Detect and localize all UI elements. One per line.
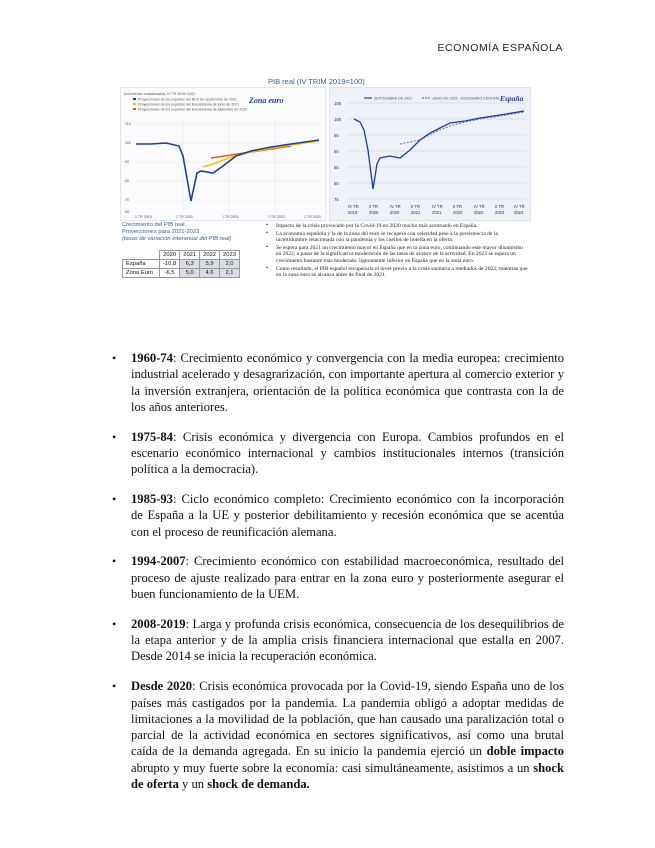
spain-xtick-q: IV TR (390, 204, 401, 209)
list-item (112, 491, 564, 540)
spain-xtick-q: IV TR (474, 204, 485, 209)
spain-chart-svg (330, 88, 530, 220)
spain-x-ticks (348, 204, 525, 215)
period-text: Crecimiento económico con estabilidad macroeconómica, resultado del proceso de ajuste realizado para entrar en la zona euro y posteriormente asegurar el buen funcionamiento de la UEM. (131, 554, 564, 602)
growth-table-subheading: Proyecciones para 2021-2023 (122, 229, 200, 235)
spain-ytick: 95 (334, 133, 339, 138)
spain-ytick: 105 (334, 101, 341, 106)
spain-xtick-y: 2019 (348, 210, 358, 215)
bullet-icon: • (112, 351, 117, 365)
spain-xtick-y: 2021 (411, 210, 421, 215)
growth-table-heading: Crecimiento del PIB real . (122, 222, 188, 228)
spain-y-ticks (334, 101, 342, 202)
growth-row-label: Zona Euro (123, 269, 160, 278)
euro-xtick: 1 TR 2021 (222, 215, 239, 219)
euro-ytick: 80 (125, 179, 129, 183)
euro-chart-subtitle: (volúmenes encadenados, IV TR 2019=100) (124, 92, 195, 96)
euro-xtick: 1 TR 2022 (268, 215, 285, 219)
figure-notes (266, 223, 528, 280)
bullet-icon: • (112, 616, 117, 631)
euro-y-ticks (125, 122, 131, 214)
euro-line-jun2021 (203, 141, 319, 167)
growth-cell: 2,0 (220, 260, 240, 269)
spain-region-label: España (500, 94, 524, 103)
emphasis-supply-shock: shock de oferta (131, 760, 564, 792)
period-text: Crisis económica provocada por la Covid-19, siendo España uno de los países más castigados por la pandemia. La pandemia obligó a adoptar medidas de limitaciones a la movilidad de la población, que han causado una paralización total o parcial de la actividad económica en sectores significativos, así como una brutal caída de la demanda agregada. En su inicio la pandemia ejerció un (131, 679, 564, 759)
legend-swatch-sep2021 (133, 98, 136, 100)
emphasis-double-impact: doble impacto (486, 744, 564, 759)
spain-ytick: 90 (334, 149, 339, 154)
period-sep: : (172, 492, 182, 507)
period-sep: : (172, 429, 183, 444)
growth-table-title (122, 222, 272, 243)
spain-ytick: 75 (334, 197, 339, 202)
spain-xtick-y: 2023 (495, 210, 505, 215)
bullet-icon: • (112, 554, 117, 569)
period-sep: : (185, 554, 194, 569)
table-row (123, 269, 240, 278)
period-sep: : (172, 351, 181, 365)
spain-xtick-y: 2021 (432, 210, 442, 215)
period-text: abrupto y muy fuerte sobre la economía: casi simultáneamente, asistimos a un (131, 760, 534, 775)
list-item (112, 429, 564, 478)
spain-xtick-q: IV TR (348, 204, 359, 209)
growth-cell: 5,0 (180, 269, 200, 278)
spain-legend-jun: JUNIO DE 2021 - ESCENARIO CENTRAL (432, 96, 500, 101)
spain-line-sep2021 (354, 111, 524, 189)
growth-table-header-row (123, 251, 240, 260)
spain-legend-sep: SEPTIEMBRE DE 2021 (374, 96, 413, 101)
euro-xtick: 1 TR 2019 (135, 215, 152, 219)
growth-cell: 2,1 (220, 269, 240, 278)
legend-swatch-jun2021 (133, 103, 136, 105)
legend-dec2020: Proyecciones de los expertos del Eurosistema de diciembre de 2020 (138, 107, 248, 112)
growth-table-year: 2021 (180, 251, 200, 260)
spain-xtick-q: IV TR (514, 204, 525, 209)
period-years: 2008-2019 (131, 616, 186, 631)
list-item (112, 616, 564, 665)
period-text: y un (178, 777, 208, 792)
spain-xtick-y: 2022 (453, 210, 463, 215)
growth-cell: -6,5 (160, 269, 180, 278)
period-years: 1975-84 (131, 429, 173, 444)
spain-xtick-q: II TR (411, 204, 420, 209)
spain-ytick: 80 (334, 181, 339, 186)
list-item (112, 678, 564, 792)
legend-swatch-dec2020 (133, 108, 136, 110)
period-years: 1985-93 (131, 492, 173, 507)
euro-line-sep2021 (136, 140, 319, 201)
period-text: Crecimiento económico y convergencia con la media europea: crecimiento industrial acelerado y desagrarización, con importante apertura al comercio exterior y la inversión extranjera, orientación de la política económica que contrasta con la de los años anteriores. (131, 351, 564, 414)
spain-xtick-y: 2020 (369, 210, 379, 215)
gdp-figure (118, 73, 531, 323)
growth-cell: 4,6 (200, 269, 220, 278)
spain-ytick: 85 (334, 165, 339, 170)
list-item: ▪ Impacto de la crisis provocado por la Covid-19 en 2020 mucho más acentuado en España. (266, 223, 528, 230)
list-item: ▪ Como resultado, el PIB español recuperaría el nivel previo a la crisis sanitaria a mediados de 2022, mientras que en la zona euro se alcanza antes de final de 2021. (266, 266, 528, 279)
spain-xtick-q: II TR (369, 204, 378, 209)
euro-ytick: 110 (125, 122, 131, 126)
list-item (112, 350, 564, 415)
growth-table-year: 2023 (220, 251, 240, 260)
euro-area-chart (120, 87, 326, 221)
spain-ytick: 100 (334, 117, 341, 122)
spain-xtick-y: 2022 (474, 210, 484, 215)
emphasis-demand-shock: shock de demanda. (207, 777, 310, 792)
period-years: Desde 2020 (131, 679, 193, 694)
growth-table-year: 2022 (200, 251, 220, 260)
spain-chart (329, 87, 531, 221)
period-years: 1960-74 (131, 351, 173, 365)
table-row (123, 260, 240, 269)
growth-table-year: 2020 (160, 251, 180, 260)
spain-xtick-q: IV TR (432, 204, 443, 209)
euro-region-label: Zona euro (249, 96, 284, 105)
euro-xtick: 1 TR 2023 (304, 215, 321, 219)
period-years: 1994-2007 (131, 554, 186, 569)
growth-table-corner (123, 251, 160, 260)
period-sep: : (192, 679, 200, 694)
growth-cell: -10,8 (160, 260, 180, 269)
growth-row-label: España (123, 260, 160, 269)
period-text: Larga y profunda crisis económica, consecuencia de los desequilibrios de la etapa anterior y de la amplia crisis financiera internacional que estalla en 2007. Desde 2014 se inicia la recuperación económica. (131, 616, 564, 664)
legend-jun2021: Proyecciones de los expertos del Eurosistema de junio de 2021 (138, 102, 240, 107)
spain-xtick-q: II TR (453, 204, 462, 209)
euro-x-ticks (135, 215, 321, 219)
bullet-icon: • (112, 429, 117, 444)
list-item: ▪ Se espera para 2021 un crecimiento mayor en España que en la zona euro, continuando este mayor dinamismo en 2022, a pasar de la significativa moderación de las tasas de avance de la actividad. En 2023 se espera un crecimiento bastante más moderado, ligeramente inferior en España que en la zona euro. (266, 245, 528, 265)
period-text: Crisis económica y divergencia con Europa. Cambios profundos en el escenario económico internacional y cambios institucionales internos (transición política a la democracia). (131, 429, 565, 477)
page-header: ECONOMÍA ESPAÑOLA (437, 42, 563, 54)
bullet-icon: • (112, 492, 117, 507)
figure-title: PIB real (IV TRIM 2019=100) (268, 77, 365, 86)
spain-xtick-q: II TR (495, 204, 504, 209)
euro-ytick: 100 (125, 141, 131, 145)
euro-gridlines (136, 118, 321, 212)
period-text: Ciclo económico completo: Crecimiento económico con la incorporación de España a la UE y posterior debilitamiento y recesión económica que se acentúa con el proceso de reunificación alemana. (131, 492, 564, 539)
euro-ytick: 90 (125, 160, 129, 164)
spain-xtick-y: 2020 (390, 210, 400, 215)
euro-ytick: 70 (125, 198, 129, 202)
legend-sep2021: Proyecciones de los expertos del BCE de septiembre de 2021 (138, 97, 237, 102)
growth-table (122, 250, 240, 278)
growth-cell: 6,3 (180, 260, 200, 269)
growth-cell: 5,9 (200, 260, 220, 269)
period-list (112, 350, 564, 806)
list-item: ▪ La economía española y la de la zona del euro se recupera con celeridad pese a la persistencia de la incertidumbre relacionada con la pandemia y los cuellos de botella en la oferta. (266, 231, 528, 244)
spain-line-jun2021 (400, 112, 524, 144)
spain-xtick-y: 2023 (514, 210, 524, 215)
euro-ytick: 60 (125, 210, 129, 214)
period-sep: : (185, 616, 193, 631)
list-item (112, 553, 564, 602)
bullet-icon: • (112, 679, 117, 694)
euro-area-chart-svg (121, 88, 325, 220)
growth-table-note: (tasas de variación interanual del PIB real) (122, 236, 232, 242)
euro-xtick: 1 TR 2020 (176, 215, 193, 219)
